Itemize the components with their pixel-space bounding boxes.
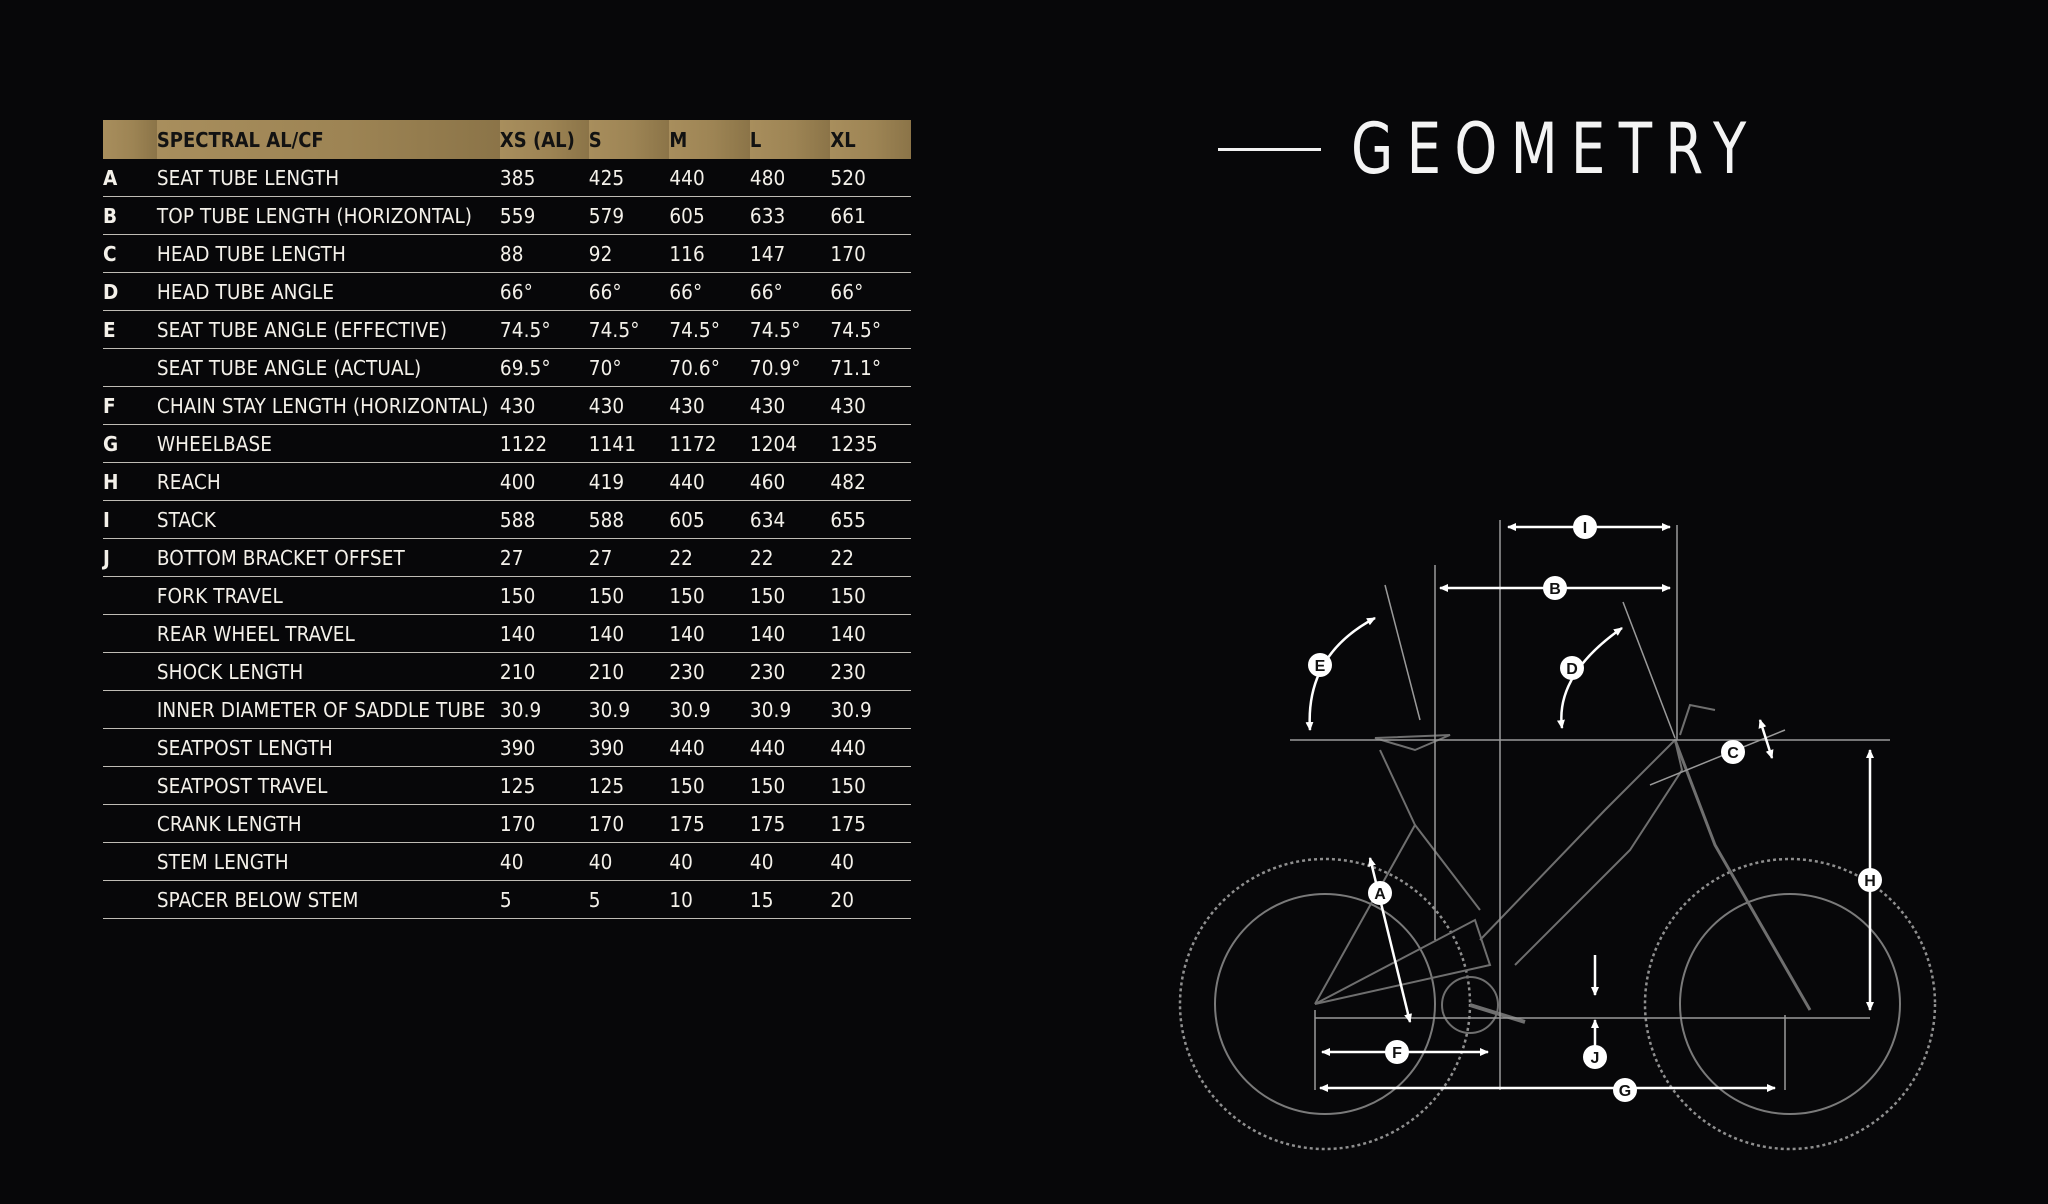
title-block	[1218, 108, 1875, 190]
row-value: 125	[589, 767, 670, 805]
row-value: 1235	[830, 425, 911, 463]
seat-angle-line	[1385, 585, 1420, 720]
rear-wheel	[1180, 859, 1470, 1149]
header-letter	[103, 120, 157, 159]
front-wheel	[1645, 859, 1935, 1149]
row-letter: B	[103, 197, 157, 235]
row-value: 385	[500, 159, 589, 197]
row-value: 92	[589, 235, 670, 273]
row-value: 150	[830, 767, 911, 805]
row-label: SHOCK LENGTH	[157, 653, 500, 691]
row-value: 22	[669, 539, 750, 577]
row-value: 230	[830, 653, 911, 691]
row-letter: E	[103, 311, 157, 349]
row-label: SEAT TUBE LENGTH	[157, 159, 500, 197]
row-letter	[103, 691, 157, 729]
row-value: 425	[589, 159, 670, 197]
row-value: 150	[830, 577, 911, 615]
row-value: 390	[589, 729, 670, 767]
row-value: 482	[830, 463, 911, 501]
row-value: 66°	[669, 273, 750, 311]
row-letter	[103, 843, 157, 881]
row-value: 460	[750, 463, 831, 501]
table-row	[103, 425, 911, 463]
row-value: 440	[830, 729, 911, 767]
row-letter	[103, 577, 157, 615]
row-value: 430	[830, 387, 911, 425]
row-value: 150	[750, 577, 831, 615]
row-value: 440	[669, 729, 750, 767]
row-letter	[103, 805, 157, 843]
row-label: BOTTOM BRACKET OFFSET	[157, 539, 500, 577]
header-size-l: L	[750, 120, 831, 159]
row-value: 5	[500, 881, 589, 919]
row-value: 70°	[589, 349, 670, 387]
row-value: 655	[830, 501, 911, 539]
row-value: 419	[589, 463, 670, 501]
seat-tube	[1380, 750, 1415, 825]
row-letter: J	[103, 539, 157, 577]
row-value: 74.5°	[830, 311, 911, 349]
row-value: 66°	[589, 273, 670, 311]
row-label: CHAIN STAY LENGTH (HORIZONTAL)	[157, 387, 500, 425]
row-value: 10	[669, 881, 750, 919]
row-value: 5	[589, 881, 670, 919]
marker-f-label: F	[1392, 1045, 1402, 1062]
row-value: 440	[669, 159, 750, 197]
fork	[1675, 740, 1810, 1010]
row-letter: I	[103, 501, 157, 539]
table-row	[103, 273, 911, 311]
table-row	[103, 387, 911, 425]
row-value: 390	[500, 729, 589, 767]
seatstay	[1315, 825, 1480, 1004]
row-value: 74.5°	[669, 311, 750, 349]
row-label: CRANK LENGTH	[157, 805, 500, 843]
row-value: 66°	[500, 273, 589, 311]
dimension-arrows	[1310, 527, 1870, 1088]
marker-b-label: B	[1549, 581, 1561, 598]
marker-c-label: C	[1727, 745, 1739, 762]
row-label: SEAT TUBE ANGLE (ACTUAL)	[157, 349, 500, 387]
row-value: 559	[500, 197, 589, 235]
row-letter	[103, 881, 157, 919]
row-label: WHEELBASE	[157, 425, 500, 463]
table-header-row	[103, 120, 911, 159]
row-value: 1141	[589, 425, 670, 463]
table-row	[103, 729, 911, 767]
row-value: 430	[669, 387, 750, 425]
table-row	[103, 615, 911, 653]
row-letter: A	[103, 159, 157, 197]
row-label: REACH	[157, 463, 500, 501]
row-value: 605	[669, 501, 750, 539]
row-value: 150	[750, 767, 831, 805]
row-value: 150	[500, 577, 589, 615]
row-value: 30.9	[750, 691, 831, 729]
row-value: 74.5°	[500, 311, 589, 349]
row-value: 661	[830, 197, 911, 235]
row-value: 140	[830, 615, 911, 653]
table-row	[103, 159, 911, 197]
row-value: 140	[589, 615, 670, 653]
row-value: 66°	[830, 273, 911, 311]
row-letter	[103, 615, 157, 653]
row-label: STEM LENGTH	[157, 843, 500, 881]
row-letter	[103, 729, 157, 767]
row-label: STACK	[157, 501, 500, 539]
row-value: 230	[750, 653, 831, 691]
row-value: 22	[750, 539, 831, 577]
marker-a-label: A	[1374, 886, 1386, 903]
header-size-s: S	[589, 120, 670, 159]
row-value: 30.9	[669, 691, 750, 729]
marker-d	[1560, 656, 1584, 680]
marker-e-label: E	[1314, 658, 1326, 675]
row-value: 579	[589, 197, 670, 235]
row-value: 588	[500, 501, 589, 539]
marker-d-label: D	[1566, 661, 1578, 678]
row-value: 125	[500, 767, 589, 805]
marker-f	[1385, 1040, 1409, 1064]
marker-e	[1308, 653, 1332, 677]
marker-c	[1721, 740, 1745, 764]
row-label: SEATPOST TRAVEL	[157, 767, 500, 805]
row-value: 116	[669, 235, 750, 273]
row-value: 230	[669, 653, 750, 691]
table-row	[103, 311, 911, 349]
marker-b	[1543, 576, 1567, 600]
row-letter	[103, 653, 157, 691]
row-value: 40	[830, 843, 911, 881]
row-label: TOP TUBE LENGTH (HORIZONTAL)	[157, 197, 500, 235]
table-row	[103, 235, 911, 273]
geometry-table	[103, 120, 911, 919]
row-value: 175	[750, 805, 831, 843]
row-value: 210	[500, 653, 589, 691]
stem	[1680, 705, 1715, 735]
table-row	[103, 767, 911, 805]
header-size-xl: XL	[830, 120, 911, 159]
table-row	[103, 843, 911, 881]
marker-j	[1583, 1045, 1607, 1069]
row-value: 147	[750, 235, 831, 273]
row-value: 88	[500, 235, 589, 273]
row-letter: H	[103, 463, 157, 501]
table-row	[103, 881, 911, 919]
marker-h-label: H	[1864, 873, 1876, 890]
row-value: 30.9	[589, 691, 670, 729]
front-rim	[1680, 894, 1900, 1114]
marker-i-label: I	[1582, 520, 1588, 537]
row-value: 30.9	[500, 691, 589, 729]
row-value: 440	[669, 463, 750, 501]
table-row	[103, 501, 911, 539]
table-row	[103, 653, 911, 691]
row-value: 70.9°	[750, 349, 831, 387]
bike-geometry-diagram	[1170, 510, 1950, 1160]
row-value: 150	[669, 767, 750, 805]
row-label: INNER DIAMETER OF SADDLE TUBE	[157, 691, 500, 729]
head-angle-line	[1623, 602, 1675, 738]
row-letter	[103, 767, 157, 805]
table-row	[103, 577, 911, 615]
row-label: SPACER BELOW STEM	[157, 881, 500, 919]
row-value: 69.5°	[500, 349, 589, 387]
title-rule	[1218, 148, 1321, 151]
table-row	[103, 463, 911, 501]
row-value: 74.5°	[589, 311, 670, 349]
row-value: 520	[830, 159, 911, 197]
row-label: SEATPOST LENGTH	[157, 729, 500, 767]
row-value: 70.6°	[669, 349, 750, 387]
row-value: 480	[750, 159, 831, 197]
row-value: 440	[750, 729, 831, 767]
measurement-guides	[1290, 520, 1890, 1090]
row-letter: G	[103, 425, 157, 463]
row-value: 66°	[750, 273, 831, 311]
row-letter: C	[103, 235, 157, 273]
row-value: 210	[589, 653, 670, 691]
marker-a	[1368, 881, 1392, 905]
header-size-m: M	[669, 120, 750, 159]
row-value: 1172	[669, 425, 750, 463]
row-letter: F	[103, 387, 157, 425]
row-value: 150	[669, 577, 750, 615]
row-value: 22	[830, 539, 911, 577]
row-value: 605	[669, 197, 750, 235]
table-row	[103, 539, 911, 577]
row-value: 140	[669, 615, 750, 653]
row-label: HEAD TUBE LENGTH	[157, 235, 500, 273]
row-value: 40	[500, 843, 589, 881]
row-label: HEAD TUBE ANGLE	[157, 273, 500, 311]
row-value: 175	[669, 805, 750, 843]
table-row	[103, 197, 911, 235]
row-value: 150	[589, 577, 670, 615]
row-value: 15	[750, 881, 831, 919]
row-letter: D	[103, 273, 157, 311]
row-value: 27	[500, 539, 589, 577]
marker-g	[1613, 1078, 1637, 1102]
row-label: REAR WHEEL TRAVEL	[157, 615, 500, 653]
marker-g-label: G	[1618, 1083, 1632, 1100]
row-value: 634	[750, 501, 831, 539]
table-body	[103, 159, 911, 919]
rear-tire	[1180, 859, 1470, 1149]
row-value: 74.5°	[750, 311, 831, 349]
rear-rim	[1215, 894, 1435, 1114]
row-value: 71.1°	[830, 349, 911, 387]
row-value: 430	[750, 387, 831, 425]
row-label: SEAT TUBE ANGLE (EFFECTIVE)	[157, 311, 500, 349]
front-tire	[1645, 859, 1935, 1149]
row-value: 170	[589, 805, 670, 843]
row-value: 40	[589, 843, 670, 881]
row-value: 40	[669, 843, 750, 881]
main-frame	[1480, 740, 1682, 965]
header-model: SPECTRAL AL/CF	[157, 120, 500, 159]
header-size-xs: XS (AL)	[500, 120, 589, 159]
row-value: 30.9	[830, 691, 911, 729]
row-value: 170	[830, 235, 911, 273]
row-value: 20	[830, 881, 911, 919]
row-value: 588	[589, 501, 670, 539]
row-value: 1204	[750, 425, 831, 463]
row-value: 40	[750, 843, 831, 881]
marker-j-label: J	[1590, 1050, 1600, 1067]
marker-i	[1573, 515, 1597, 539]
row-value: 1122	[500, 425, 589, 463]
table-row	[103, 349, 911, 387]
row-value: 430	[589, 387, 670, 425]
row-value: 400	[500, 463, 589, 501]
row-label: FORK TRAVEL	[157, 577, 500, 615]
row-value: 27	[589, 539, 670, 577]
page-title: GEOMETRY	[1351, 108, 1760, 190]
marker-h	[1858, 868, 1882, 892]
dimension-markers	[1308, 515, 1882, 1102]
row-value: 430	[500, 387, 589, 425]
saddle	[1375, 735, 1450, 750]
table-row	[103, 805, 911, 843]
row-value: 633	[750, 197, 831, 235]
row-value: 170	[500, 805, 589, 843]
row-letter	[103, 349, 157, 387]
row-value: 140	[750, 615, 831, 653]
table-row	[103, 691, 911, 729]
row-value: 175	[830, 805, 911, 843]
row-value: 140	[500, 615, 589, 653]
